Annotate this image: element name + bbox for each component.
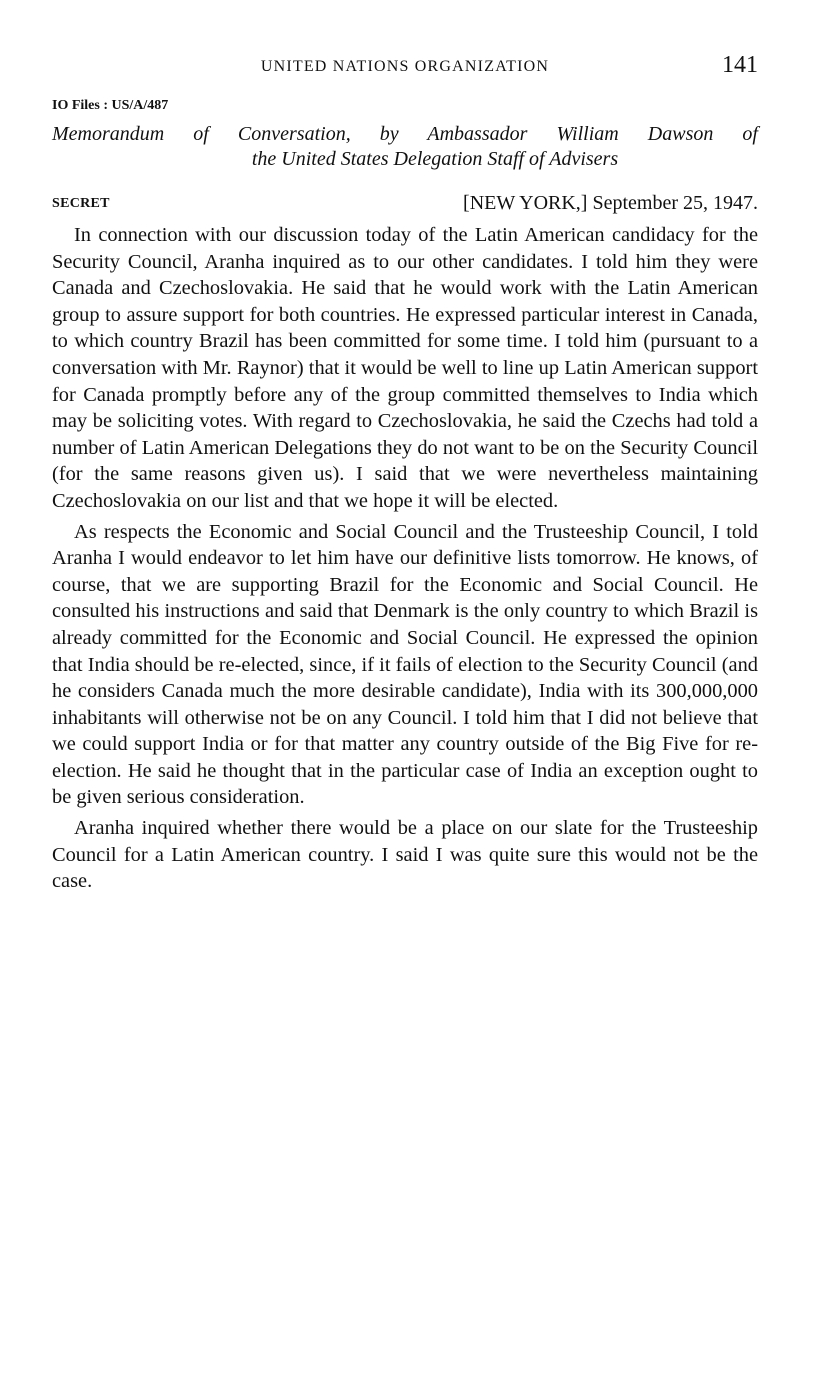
- document-title-line-1: Memorandum of Conversation, by Ambassador William Dawson of: [52, 123, 758, 145]
- running-head: [52, 50, 758, 84]
- body-paragraph-1: In connection with our discussion today of the Latin American candidacy for the Security Council, Aranha inquired as to our other candidates. I told him they were Canada and Czechoslovakia. He said that he would work with the Latin American group to assure support for both countries. He expressed particular interest in Canada, to which country Brazil has been committed for some time. I told him (pursuant to a conversation with Mr. Raynor) that it would be well to line up Latin American support for Canada promptly before any of the group committed themselves to India which may be soliciting votes. With regard to Czechoslovakia, he said the Czechs had told a number of Latin American Delegations they do not want to be on the Security Council (for the same reasons given us). I said that we were nevertheless maintaining Czechoslovakia on our list and that we hope it will be elected.: [52, 224, 758, 512]
- memorandum-body: [52, 222, 758, 895]
- running-title: UNITED NATIONS ORGANIZATION: [260, 58, 550, 75]
- file-reference: IO Files : US/A/487: [52, 98, 169, 113]
- body-paragraph-3: Aranha inquired whether there would be a place on our slate for the Trusteeship Council for a Latin American country. I said I was quite sure this would not be the case.: [52, 817, 758, 893]
- dateline: [52, 192, 758, 216]
- document-title-line-2: the United States Delegation Staff of Advisers: [251, 148, 619, 170]
- page-number: 141: [722, 52, 758, 78]
- place-and-date: [NEW YORK,] September 25, 1947.: [463, 192, 758, 214]
- classification-marking: SECRET: [52, 196, 110, 211]
- document-title: [52, 122, 758, 172]
- body-paragraph-2: As respects the Economic and Social Council and the Trusteeship Council, I told Aranha I would endeavor to let him have our definitive lists tomorrow. He knows, of course, that we are supporting Brazil for the Economic and Social Council. He consulted his instructions and said that Denmark is the only country to which Brazil is already committed for the Economic and Social Council. He expressed the opinion that India should be re-elected, since, if it fails of election to the Security Council (and he considers Canada much the more desirable candidate), India with its 300,000,000 inhabitants will otherwise not be on any Council. I told him that I did not believe that we could support India or for that matter any country outside of the Big Five for re-election. He said he thought that in the particular case of India an exception ought to be given serious consideration.: [52, 520, 758, 809]
- document-page: [52, 50, 758, 899]
